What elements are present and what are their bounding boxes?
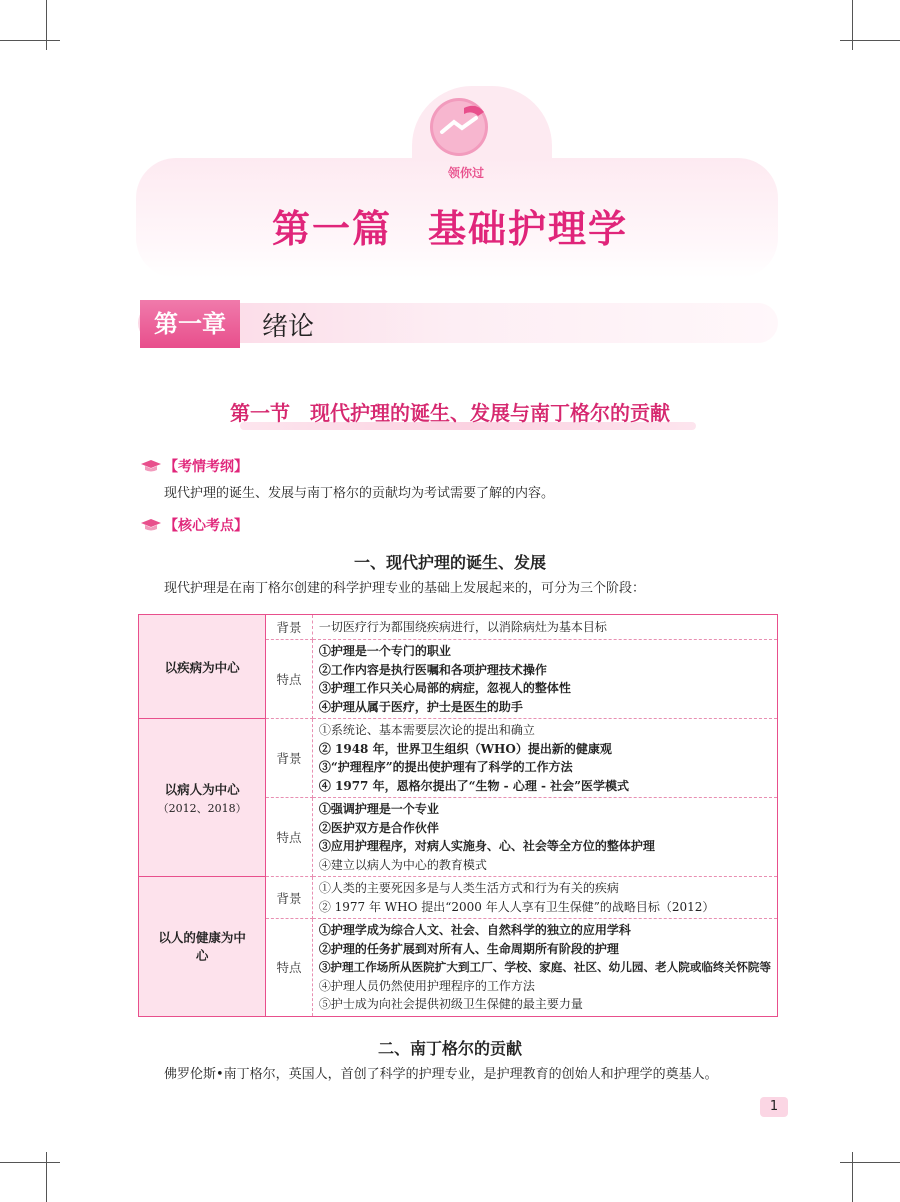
list-item: ③护理工作只关心局部的病症，忽视人的整体性 <box>318 681 571 695</box>
crop-mark <box>840 40 900 41</box>
items-cell <box>312 719 777 798</box>
intro-paragraph: 现代护理是在南丁格尔创建的科学护理专业的基础上发展起来的，可分为三个阶段： <box>164 581 646 596</box>
graduation-cap-icon <box>140 517 162 536</box>
list-item: ②护理的任务扩展到对所有人、生命周期所有阶段的护理 <box>318 941 619 956</box>
list-item: ④护理从属于医疗，护士是医生的助手 <box>318 699 523 714</box>
table-row <box>139 719 778 798</box>
section-title: 第一节 现代护理的诞生、发展与南丁格尔的贡献 <box>230 401 670 425</box>
list-item: ⑤护士成为向社会提供初级卫生保健的最主要力量 <box>318 997 583 1011</box>
stages-table <box>138 614 778 1017</box>
list-item: ④ 1977 年，恩格尔提出了“生物 - 心理 - 社会”医学模式 <box>318 778 630 793</box>
items-cell <box>312 877 777 919</box>
list-item: ①护理是一个专门的职业 <box>318 644 451 658</box>
items-cell <box>312 919 777 1017</box>
era-label: 以人的健康为中心 <box>158 930 246 964</box>
list-item: 一切医疗行为都围绕疾病进行，以消除病灶为基本目标 <box>318 619 607 634</box>
crop-mark <box>852 1152 853 1202</box>
era-cell <box>139 615 266 719</box>
list-item: ①系统论、基本需要层次论的提出和确立 <box>318 723 535 737</box>
list-item: ③“护理程序”的提出使护理有了科学的工作方法 <box>318 760 573 774</box>
graduation-cap-icon <box>140 458 162 477</box>
kind-cell: 特点 <box>266 798 313 877</box>
kind-cell: 背景 <box>266 719 313 798</box>
list-item: ①强调护理是一个专业 <box>318 802 439 816</box>
era-label: 以疾病为中心 <box>164 659 240 675</box>
list-item: ③应用护理程序，对病人实施身、心、社会等全方位的整体护理 <box>318 839 655 853</box>
exam-outline-text: 现代护理的诞生、发展与南丁格尔的贡献均为考试需要了解的内容。 <box>164 486 555 501</box>
items-cell <box>312 798 777 877</box>
crop-mark <box>46 0 47 50</box>
table-row <box>139 877 778 919</box>
chapter-title: 绪论 <box>262 312 315 342</box>
items-cell <box>312 615 777 640</box>
list-item: ①人类的主要死因多是与人类生活方式和行为有关的疾病 <box>318 881 619 895</box>
kind-cell: 背景 <box>266 877 313 919</box>
era-years: （2012、2018） <box>157 801 247 815</box>
heading-nightingale: 二、南丁格尔的贡献 <box>377 1039 522 1058</box>
kind-cell: 背景 <box>266 615 313 640</box>
emblem-text: 领你过 <box>447 166 484 180</box>
list-item: ②工作内容是执行医嘱和各项护理技术操作 <box>318 662 547 677</box>
table-row <box>139 615 778 640</box>
chapter-tag: 第一章 <box>140 300 240 348</box>
heading-development: 一、现代护理的诞生、发展 <box>353 553 546 572</box>
list-item: ④建立以病人为中心的教育模式 <box>318 857 487 872</box>
exam-outline-label: 【考情考纲】 <box>164 459 248 475</box>
nightingale-paragraph: 佛罗伦斯•南丁格尔，英国人，首创了科学的护理专业，是护理教育的创始人和护理学的奠基人。 <box>164 1067 718 1082</box>
crop-mark <box>840 1162 900 1163</box>
part-number: 第一篇 <box>271 207 392 251</box>
era-cell <box>139 719 266 877</box>
crop-mark <box>852 0 853 50</box>
crop-mark <box>46 1152 47 1202</box>
handshake-icon <box>430 98 488 156</box>
list-item: ② 1977 年 WHO 提出“2000 年人人享有卫生保健”的战略目标（2012） <box>318 899 715 914</box>
core-points-label: 【核心考点】 <box>164 518 248 534</box>
list-item: ② 1948 年，世界卫生组织（WHO）提出新的健康观 <box>318 741 612 756</box>
list-item: ③护理工作场所从医院扩大到工厂、学校、家庭、社区、幼儿园、老人院或临终关怀院等 <box>318 960 771 974</box>
list-item: ②医护双方是合作伙伴 <box>318 820 439 835</box>
crop-mark <box>0 40 60 41</box>
part-title <box>0 198 900 253</box>
page-number: 1 <box>760 1097 788 1117</box>
kind-cell: 特点 <box>266 919 313 1017</box>
crop-mark <box>0 1162 60 1163</box>
list-item: ④护理人员仍然使用护理程序的工作方法 <box>318 978 535 993</box>
era-cell <box>139 877 266 1017</box>
list-item: ①护理学成为综合人文、社会、自然科学的独立的应用学科 <box>318 923 631 937</box>
kind-cell: 特点 <box>266 640 313 719</box>
items-cell <box>312 640 777 719</box>
era-label: 以病人为中心 <box>164 781 240 797</box>
part-name: 基础护理学 <box>428 207 629 251</box>
